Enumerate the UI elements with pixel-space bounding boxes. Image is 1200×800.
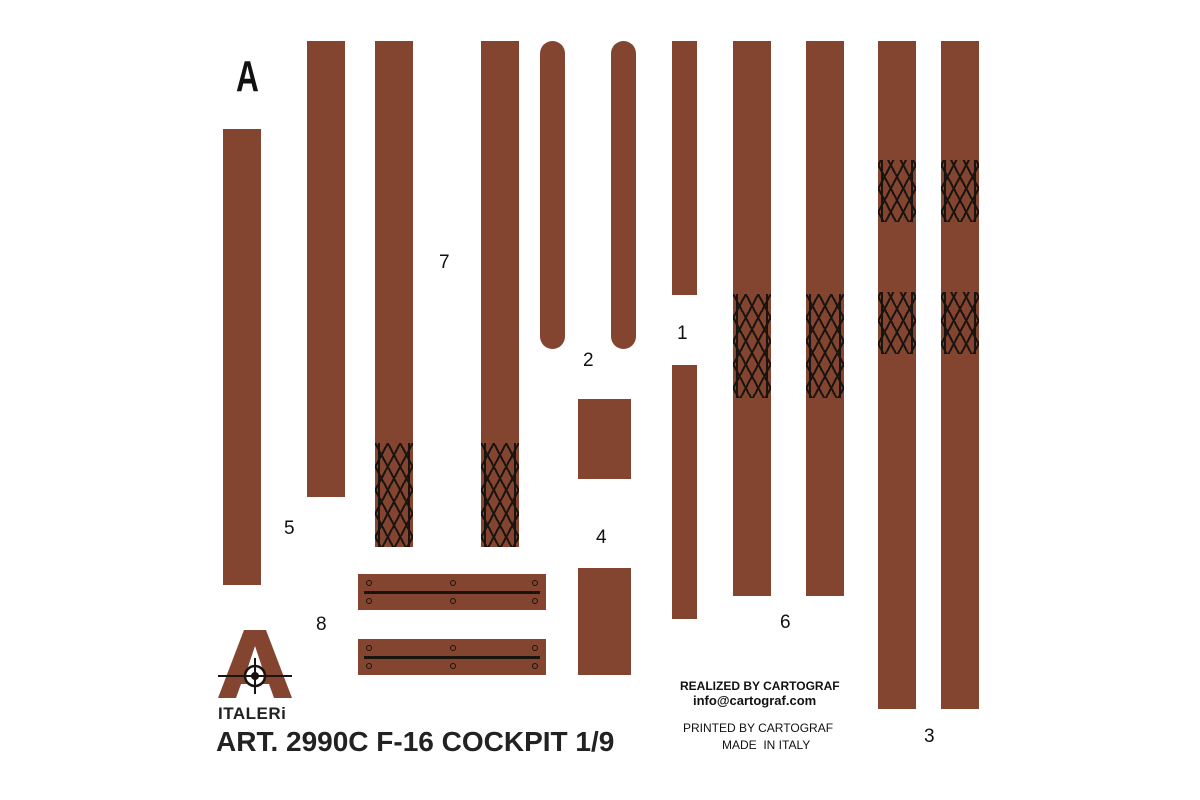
rivet-hole <box>450 645 456 651</box>
stitch-line <box>364 656 540 659</box>
strap-part-1-top <box>672 41 697 295</box>
strap-part-6-right <box>806 41 844 596</box>
stitching-lace <box>878 160 916 222</box>
strap-part-8-top <box>358 574 546 610</box>
credit-realized-by: REALIZED BY CARTOGRAF <box>680 679 840 693</box>
stitching-lace <box>941 160 979 222</box>
rivet-hole <box>366 598 372 604</box>
strap-part-3-right <box>941 41 979 709</box>
part-number-8: 8 <box>316 614 327 635</box>
credit-email: info@cartograf.com <box>693 693 817 708</box>
pad-part-4-bottom <box>578 568 631 675</box>
brand-name: ITALERi <box>218 704 287 723</box>
part-number-2: 2 <box>583 350 594 371</box>
rivet-hole <box>450 598 456 604</box>
rivet-hole <box>450 663 456 669</box>
rivet-hole <box>450 580 456 586</box>
stitching-lace <box>733 294 771 398</box>
rivet-hole <box>532 580 538 586</box>
stitching-lace <box>941 292 979 354</box>
strap-part-8-bottom <box>358 639 546 675</box>
strap-part-1-bottom <box>672 365 697 619</box>
strap-part-7-left <box>375 41 413 547</box>
italeri-logo-icon <box>214 628 296 700</box>
part-number-5: 5 <box>284 518 295 539</box>
pad-part-4-top <box>578 399 631 479</box>
rivet-hole <box>532 598 538 604</box>
stitching-lace <box>481 443 519 547</box>
part-number-7: 7 <box>439 252 450 273</box>
stitch-line <box>364 591 540 594</box>
strap-part-2-left <box>540 41 565 349</box>
part-number-4: 4 <box>596 527 607 548</box>
part-number-3: 3 <box>924 726 935 747</box>
stitching-lace <box>878 292 916 354</box>
strap-part-5-b <box>307 41 345 497</box>
strap-part-3-left <box>878 41 916 709</box>
rivet-hole <box>366 645 372 651</box>
stitching-lace <box>375 443 413 547</box>
product-title: ART. 2990C F-16 COCKPIT 1/9 <box>216 726 615 757</box>
rivet-hole <box>532 663 538 669</box>
rivet-hole <box>366 580 372 586</box>
stitching-lace <box>806 294 844 398</box>
strap-part-2-right <box>611 41 636 349</box>
rivet-hole <box>366 663 372 669</box>
credit-made-in: MADE IN ITALY <box>722 738 811 752</box>
strap-part-6-left <box>733 41 771 596</box>
sheet-letter: A <box>236 52 259 101</box>
part-number-1: 1 <box>677 323 688 344</box>
strap-part-7-right <box>481 41 519 547</box>
part-number-6: 6 <box>780 612 791 633</box>
strap-part-5 <box>223 129 261 585</box>
credit-printed-by: PRINTED BY CARTOGRAF <box>683 721 834 735</box>
rivet-hole <box>532 645 538 651</box>
